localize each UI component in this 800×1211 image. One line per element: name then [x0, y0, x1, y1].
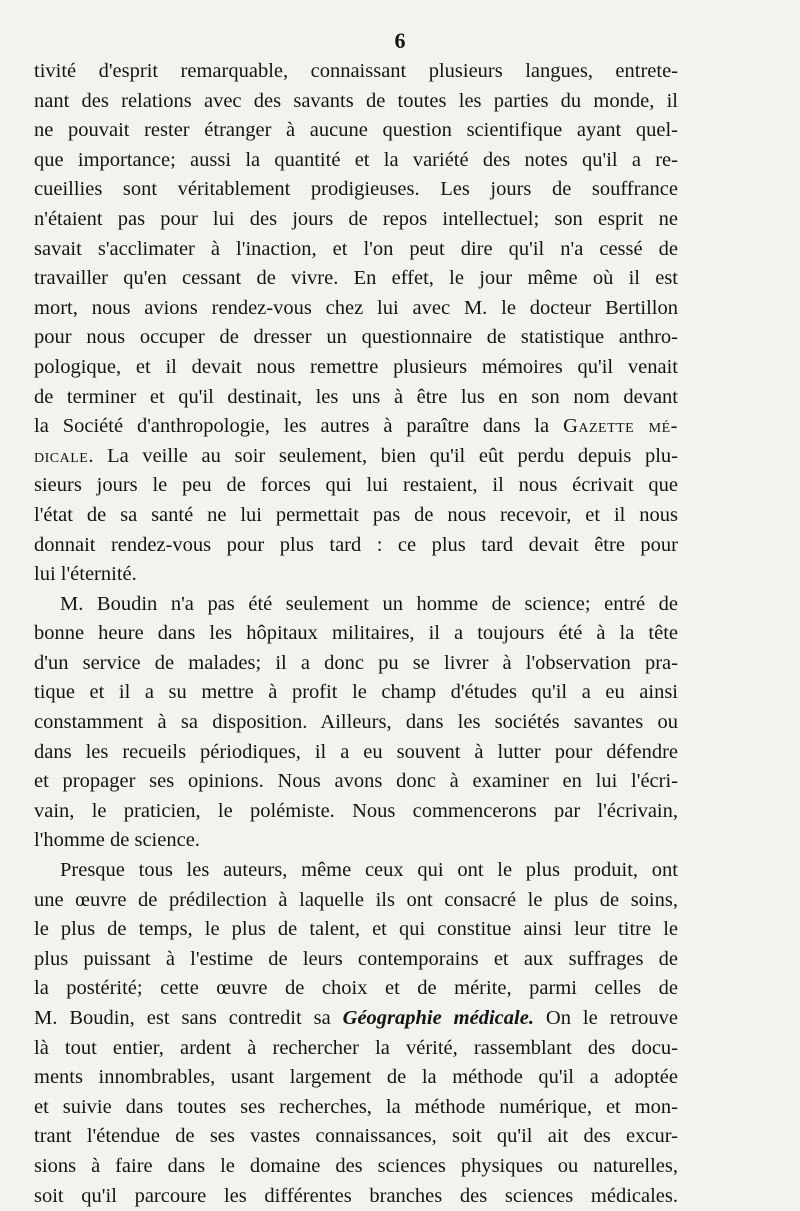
text-line: et suivie dans toutes ses recherches, la méthode numérique, et mon-: [34, 1095, 678, 1118]
text-line: lui l'éternité.: [34, 563, 137, 586]
text-line: le plus de temps, le plus de talent, et qui constitue ainsi leur titre le: [34, 918, 678, 941]
text-line: ments innombrables, usant largement de la méthode qu'il a adoptée: [34, 1066, 678, 1089]
page-number: 6: [394, 28, 406, 53]
text-line: trant l'étendue de ses vastes connaissances, soit qu'il ait des excur-: [34, 1125, 678, 1148]
text-line: [34, 412, 678, 442]
text-line: constamment à sa disposition. Ailleurs, dans les sociétés savantes ou: [34, 711, 678, 734]
text-line: soit qu'il parcoure les différentes branches des sciences médicales.: [34, 1184, 678, 1207]
paragraph-1: [34, 57, 678, 590]
text-line: donnait rendez-vous pour plus tard : ce plus tard devait être pour: [34, 533, 678, 556]
text-line: M. Boudin n'a pas été seulement un homme de science; entré de: [60, 592, 678, 615]
text-line: que importance; aussi la quantité et la variété des notes qu'il a re-: [34, 148, 678, 171]
body-text: [34, 57, 678, 1211]
text-line: et propager ses opinions. Nous avons donc à examiner en lui l'écri-: [34, 770, 678, 793]
text-line: la postérité; cette œuvre de choix et de mérite, parmi celles de: [34, 977, 678, 1000]
text-line: sions à faire dans le domaine des sciences physiques ou naturelles,: [34, 1154, 678, 1177]
text-line: bonne heure dans les hôpitaux militaires, il a toujours été à la tête: [34, 622, 678, 645]
text-line: n'étaient pas pour lui des jours de repos intellectuel; son esprit ne: [34, 207, 678, 230]
text-line: [34, 442, 678, 472]
journal-title-small-caps: Gazette mé-: [563, 415, 678, 438]
text-line: Presque tous les auteurs, même ceux qui ont le plus produit, ont: [60, 859, 678, 882]
text-line: ne pouvait rester étranger à aucune question scientifique ayant quel-: [34, 119, 678, 142]
text-line: d'un service de malades; il a donc pu se livrer à l'observation pra-: [34, 651, 678, 674]
paragraph-3: [34, 856, 678, 1211]
text-line: l'homme de science.: [34, 829, 200, 852]
text-line: pour nous occuper de dresser un questionnaire de statistique anthro-: [34, 326, 678, 349]
text-line: de terminer et qu'il destinait, les uns à être lus en son nom devant: [34, 385, 678, 408]
text-segment: . La veille au soir seulement, bien qu'il eût perdu depuis plu-: [88, 444, 678, 467]
text-line: travailler qu'en cessant de vivre. En effet, le jour même où il est: [34, 267, 678, 290]
text-line: là tout entier, ardent à rechercher la vérité, rassemblant des docu-: [34, 1036, 678, 1059]
paragraph-2: [34, 590, 678, 856]
text-line: mort, nous avions rendez-vous chez lui avec M. le docteur Bertillon: [34, 296, 678, 319]
text-line: nant des relations avec des savants de toutes les parties du monde, il: [34, 89, 678, 112]
book-title-italic: Géographie médicale.: [342, 1007, 534, 1029]
journal-title-small-caps: dicale: [34, 444, 89, 467]
text-line: [34, 1004, 678, 1034]
text-line: pologique, et il devait nous remettre plusieurs mémoires qu'il venait: [34, 355, 678, 378]
text-line: cueillies sont véritablement prodigieuses. Les jours de souffrance: [34, 178, 678, 201]
text-segment: On le retrouve: [533, 1007, 678, 1029]
text-segment: la Société d'anthropologie, les autres à paraître dans la: [34, 415, 564, 438]
text-line: tivité d'esprit remarquable, connaissant plusieurs langues, entrete-: [34, 60, 678, 82]
text-line: l'état de sa santé ne lui permettait pas de nous recevoir, et il nous: [34, 503, 678, 526]
text-line: dans les recueils périodiques, il a eu souvent à lutter pour défendre: [34, 740, 678, 763]
text-line: plus puissant à l'estime de leurs contemporains et aux suffrages de: [34, 947, 678, 970]
text-line: tique et il a su mettre à profit le champ d'études qu'il a eu ainsi: [34, 681, 678, 704]
text-line: savait s'acclimater à l'inaction, et l'on peut dire qu'il n'a cessé de: [34, 237, 678, 260]
text-line: vain, le praticien, le polémiste. Nous commencerons par l'écrivain,: [34, 799, 678, 822]
text-line: sieurs jours le peu de forces qui lui restaient, il nous écrivait que: [34, 474, 678, 497]
text-segment: M. Boudin, est sans contredit sa: [34, 1007, 343, 1029]
text-line: une œuvre de prédilection à laquelle ils ont consacré le plus de soins,: [34, 888, 678, 911]
